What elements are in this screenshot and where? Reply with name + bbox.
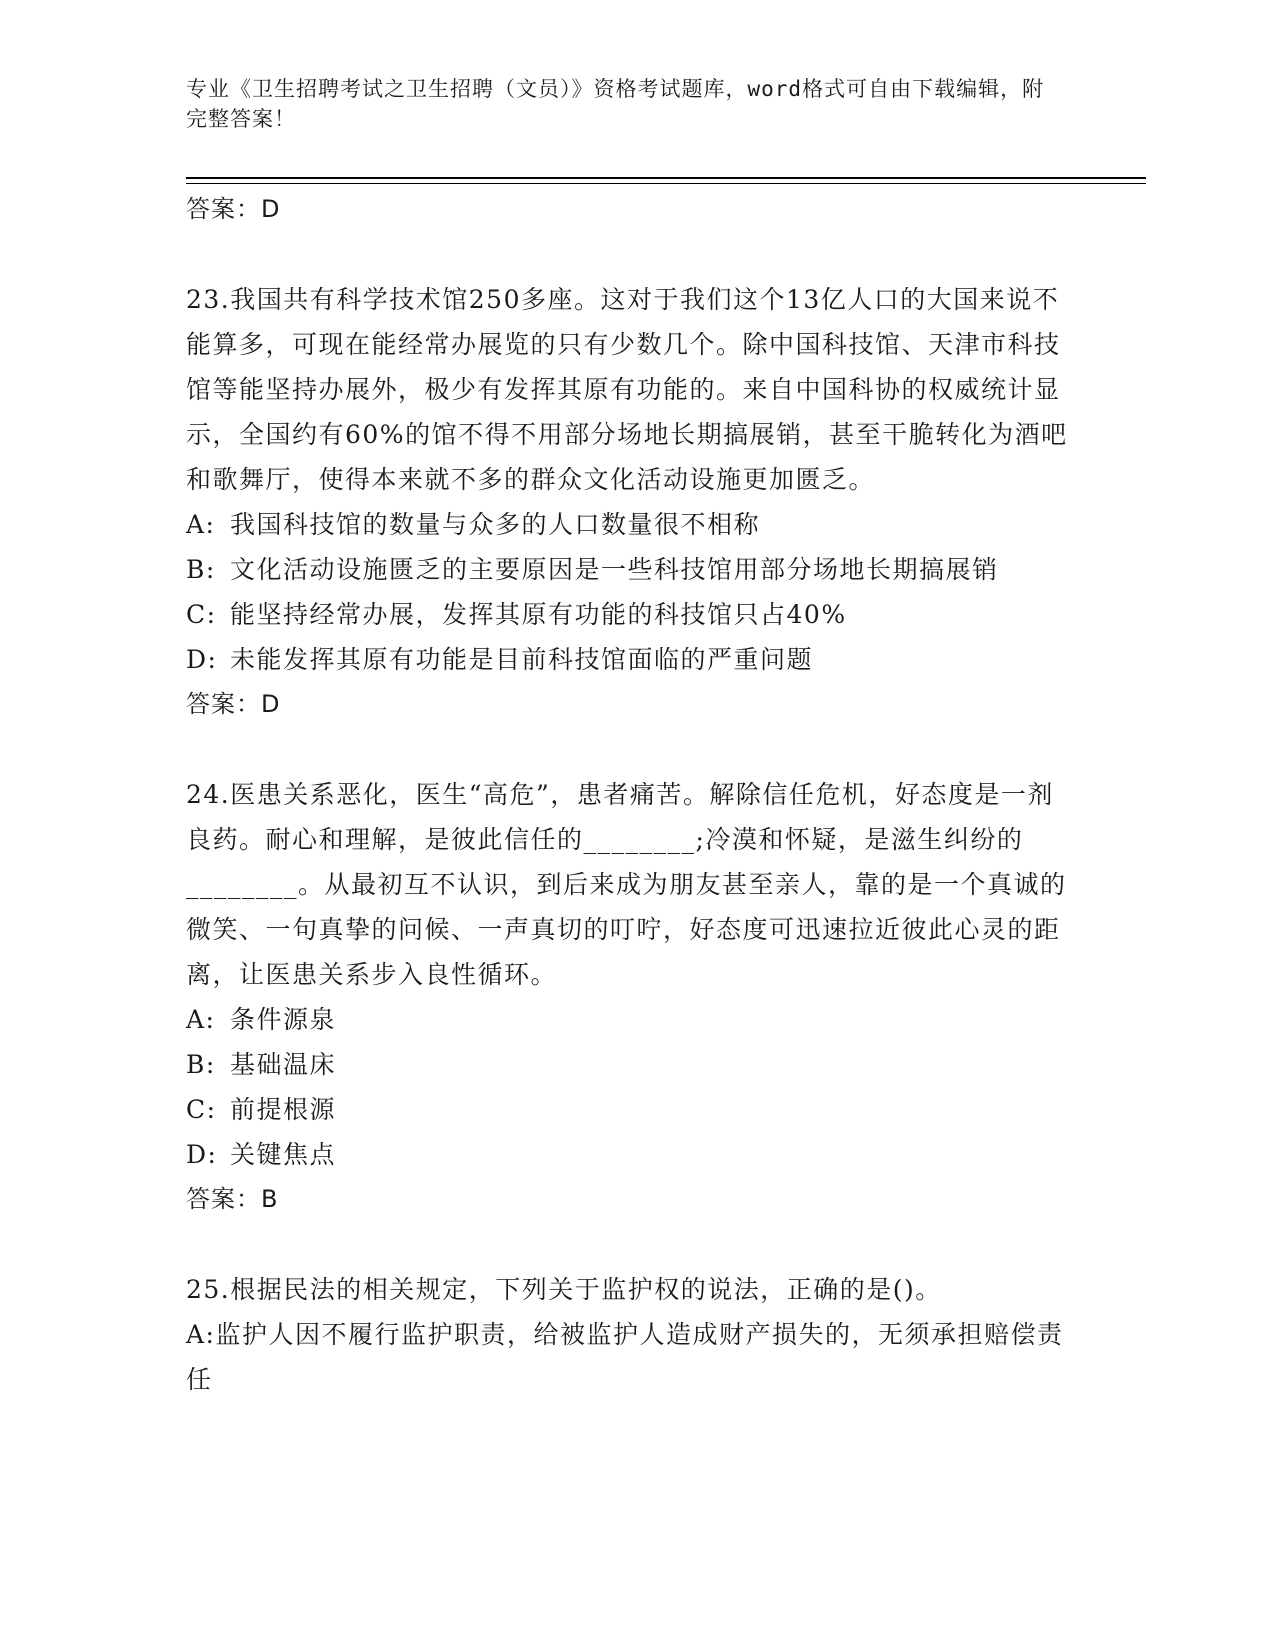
option-text: 条件源泉 [230,1005,337,1034]
answer-line: 答案：B [186,1185,279,1213]
option-text: 我国科技馆的数量与众多的人口数量很不相称 [230,510,761,539]
document-header [186,74,1066,134]
option-text: 基础温床 [230,1050,337,1079]
option-text: 监护人因不履行监护职责，给被监护人造成财产损失的，无须承担赔偿责任 [186,1320,1064,1394]
option-a [186,1312,1076,1402]
question-23 [186,277,1076,727]
option-c [186,592,1076,637]
option-c [186,1087,1076,1132]
spacer [186,727,1076,772]
option-a [186,997,1076,1042]
option-key: D: [186,645,218,674]
option-key: A: [186,510,216,539]
question-stem: 23.我国共有科学技术馆250多座。这对于我们这个13亿人口的大国来说不能算多，可现在能经常办展览的只有少数几个。除中国科技馆、天津市科技馆等能坚持办展外，极少有发挥其原有功能的。来自中国科协的权威统计显示，全国约有60%的馆不得不用部分场地长期搞展销，甚至干脆转化为酒吧和歌舞厅，使得本来就不多的群众文化活动设施更加匮乏。 [186,285,1068,494]
spacer [186,1222,1076,1267]
option-d [186,637,1076,682]
option-a [186,502,1076,547]
option-text: 文化活动设施匮乏的主要原因是一些科技馆用部分场地长期搞展销 [230,555,999,584]
option-key: B: [186,555,216,584]
option-key: C: [186,1095,217,1124]
header-divider-thin [186,183,1146,184]
answer-line: 答案：D [186,690,281,718]
option-b [186,547,1076,592]
option-b [186,1042,1076,1087]
option-key: B: [186,1050,216,1079]
option-text: 前提根源 [230,1095,337,1124]
document-title: 专业《卫生招聘考试之卫生招聘（文员）》资格考试题库，word格式可自由下载编辑，附完整答案！ [186,77,1045,131]
question-stem: 25.根据民法的相关规定，下列关于监护权的说法，正确的是()。 [186,1275,942,1304]
option-d [186,1132,1076,1177]
document-body [186,187,1076,1402]
option-key: A: [186,1005,216,1034]
option-text: 关键焦点 [230,1140,337,1169]
option-key: D: [186,1140,218,1169]
question-stem: 24.医患关系恶化，医生“高危”，患者痛苦。解除信任危机，好态度是一剂良药。耐心和理解，是彼此信任的________;冷漠和怀疑，是滋生纠纷的________。从最初互不认识，到后来成为朋友甚至亲人，靠的是一个真诚的微笑、一句真挚的问候、一声真切的叮咛，好态度可迅速拉近彼此心灵的距离，让医患关系步入良性循环。 [186,780,1067,989]
option-key: C: [186,600,217,629]
answer-line: 答案：D [186,195,281,223]
question-24 [186,772,1076,1222]
question-25 [186,1267,1076,1402]
option-text: 能坚持经常办展，发挥其原有功能的科技馆只占40% [230,600,847,629]
header-divider-thick [186,177,1146,179]
option-key: A: [186,1320,216,1349]
spacer [186,232,1076,277]
option-text: 未能发挥其原有功能是目前科技馆面临的严重问题 [230,645,814,674]
